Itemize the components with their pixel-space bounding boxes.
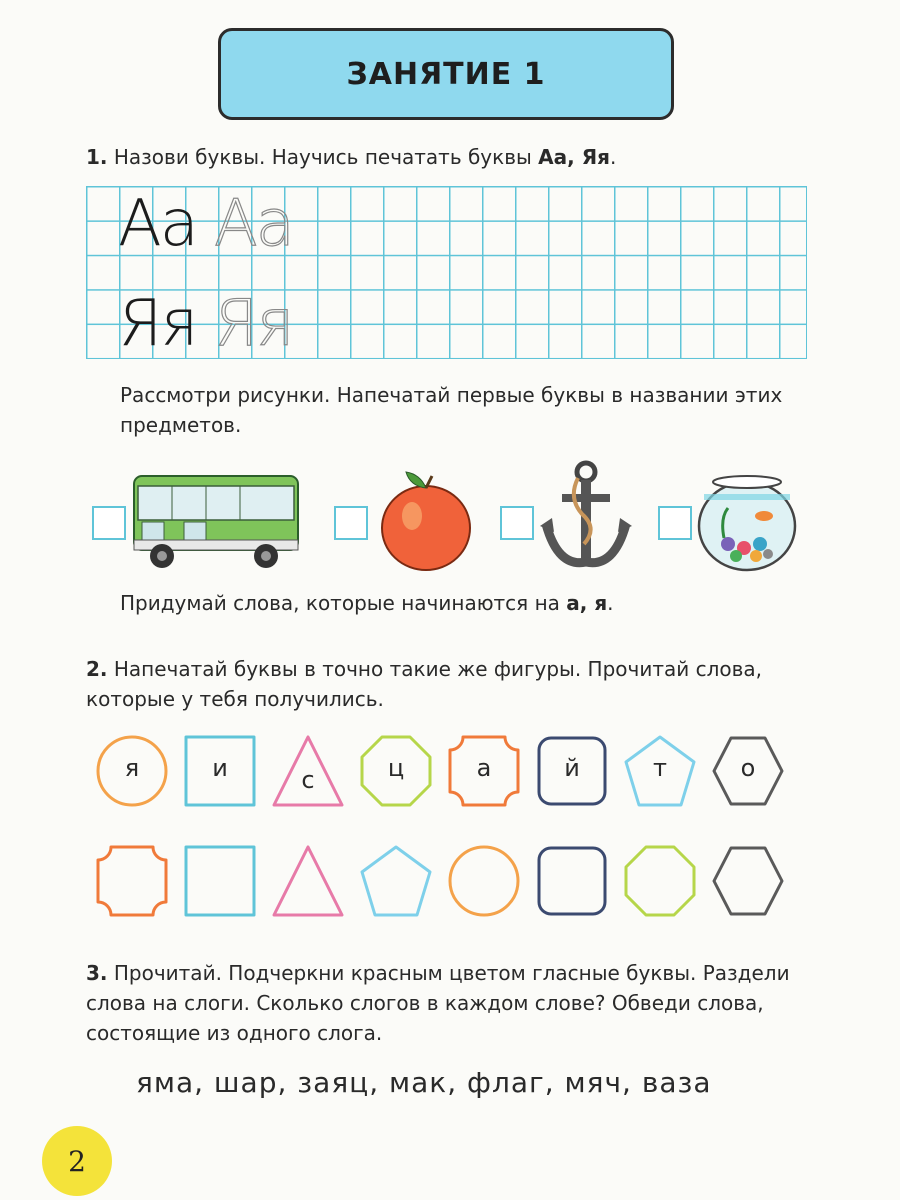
shape-letter: ц xyxy=(387,754,405,782)
top-rounded-square-shape xyxy=(535,734,609,808)
task3-instruction xyxy=(86,958,806,1048)
bottom-rounded-square-shape[interactable] xyxy=(535,844,609,918)
top-circle-shape xyxy=(95,734,169,808)
shape-letter: а xyxy=(476,754,492,782)
shape-letter: о xyxy=(740,754,756,782)
aquarium-icon xyxy=(694,468,800,572)
page-number: 2 xyxy=(42,1126,112,1196)
task1-number: 1. xyxy=(86,145,108,169)
look-pictures-text: Рассмотри рисунки. Напечатай первые буквы в названии этих предметов. xyxy=(120,383,783,437)
task3-text: Прочитай. Подчеркни красным цветом гласные буквы. Раздели слова на слоги. Сколько слогов в каждом слове? Обведи слова, состоящие из одного слога. xyxy=(86,961,790,1045)
syllable-words: яма, шар, заяц, мак, флаг, мяч, ваза xyxy=(136,1066,712,1099)
answer-box-2[interactable] xyxy=(334,506,368,540)
letters-ya-sample: Яя xyxy=(118,287,197,361)
task2-instruction xyxy=(86,654,806,714)
answer-box-1[interactable] xyxy=(92,506,126,540)
shape-letter: я xyxy=(124,754,140,782)
bus-icon xyxy=(128,470,304,574)
top-octagon-shape xyxy=(359,734,433,808)
pictures-row xyxy=(80,468,840,578)
bottom-cut-square-shape[interactable] xyxy=(95,844,169,918)
task1-end: . xyxy=(609,145,617,169)
shapes-row-top xyxy=(95,734,795,814)
top-hexagon-shape xyxy=(711,734,785,808)
task2-text: Напечатай буквы в точно такие же фигуры. Прочитай слова, которые у тебя получились. xyxy=(86,657,763,711)
letters-ya-trace: Яя xyxy=(214,287,293,361)
bottom-circle-shape[interactable] xyxy=(447,844,521,918)
think-words-end: . xyxy=(607,591,614,615)
top-cut-square-shape xyxy=(447,734,521,808)
bottom-square-shape[interactable] xyxy=(183,844,257,918)
bottom-hexagon-shape[interactable] xyxy=(711,844,785,918)
top-pentagon-shape xyxy=(623,734,697,808)
lesson-title: ЗАНЯТИЕ 1 xyxy=(346,56,546,92)
bottom-pentagon-shape[interactable] xyxy=(359,844,433,918)
task1-text: Назови буквы. Научись печатать буквы xyxy=(113,145,539,169)
answer-box-3[interactable] xyxy=(500,506,534,540)
task1-bold-letters: Аа, Яя xyxy=(538,145,610,169)
top-triangle-shape xyxy=(271,734,345,808)
task2-number: 2. xyxy=(86,657,108,681)
shape-letter: й xyxy=(564,754,580,782)
bottom-triangle-shape[interactable] xyxy=(271,844,345,918)
task1-instruction xyxy=(86,142,806,172)
lesson-title-box xyxy=(218,28,674,120)
anchor-icon xyxy=(538,458,634,576)
think-words-text xyxy=(120,588,810,618)
task3-number: 3. xyxy=(86,961,108,985)
shape-letter: т xyxy=(653,754,667,782)
think-words-main: Придумай слова, которые начинаются на xyxy=(120,591,567,615)
shape-letter: с xyxy=(301,766,315,794)
letters-aa-sample: Аа xyxy=(118,187,197,261)
letters-aa-trace: Аа xyxy=(214,187,293,261)
shape-letter: и xyxy=(212,754,228,782)
answer-box-4[interactable] xyxy=(658,506,692,540)
apple-icon xyxy=(376,468,476,574)
shapes-row-bottom xyxy=(95,844,795,924)
bottom-octagon-shape[interactable] xyxy=(623,844,697,918)
top-square-shape xyxy=(183,734,257,808)
think-words-bold: а, я xyxy=(566,591,608,615)
